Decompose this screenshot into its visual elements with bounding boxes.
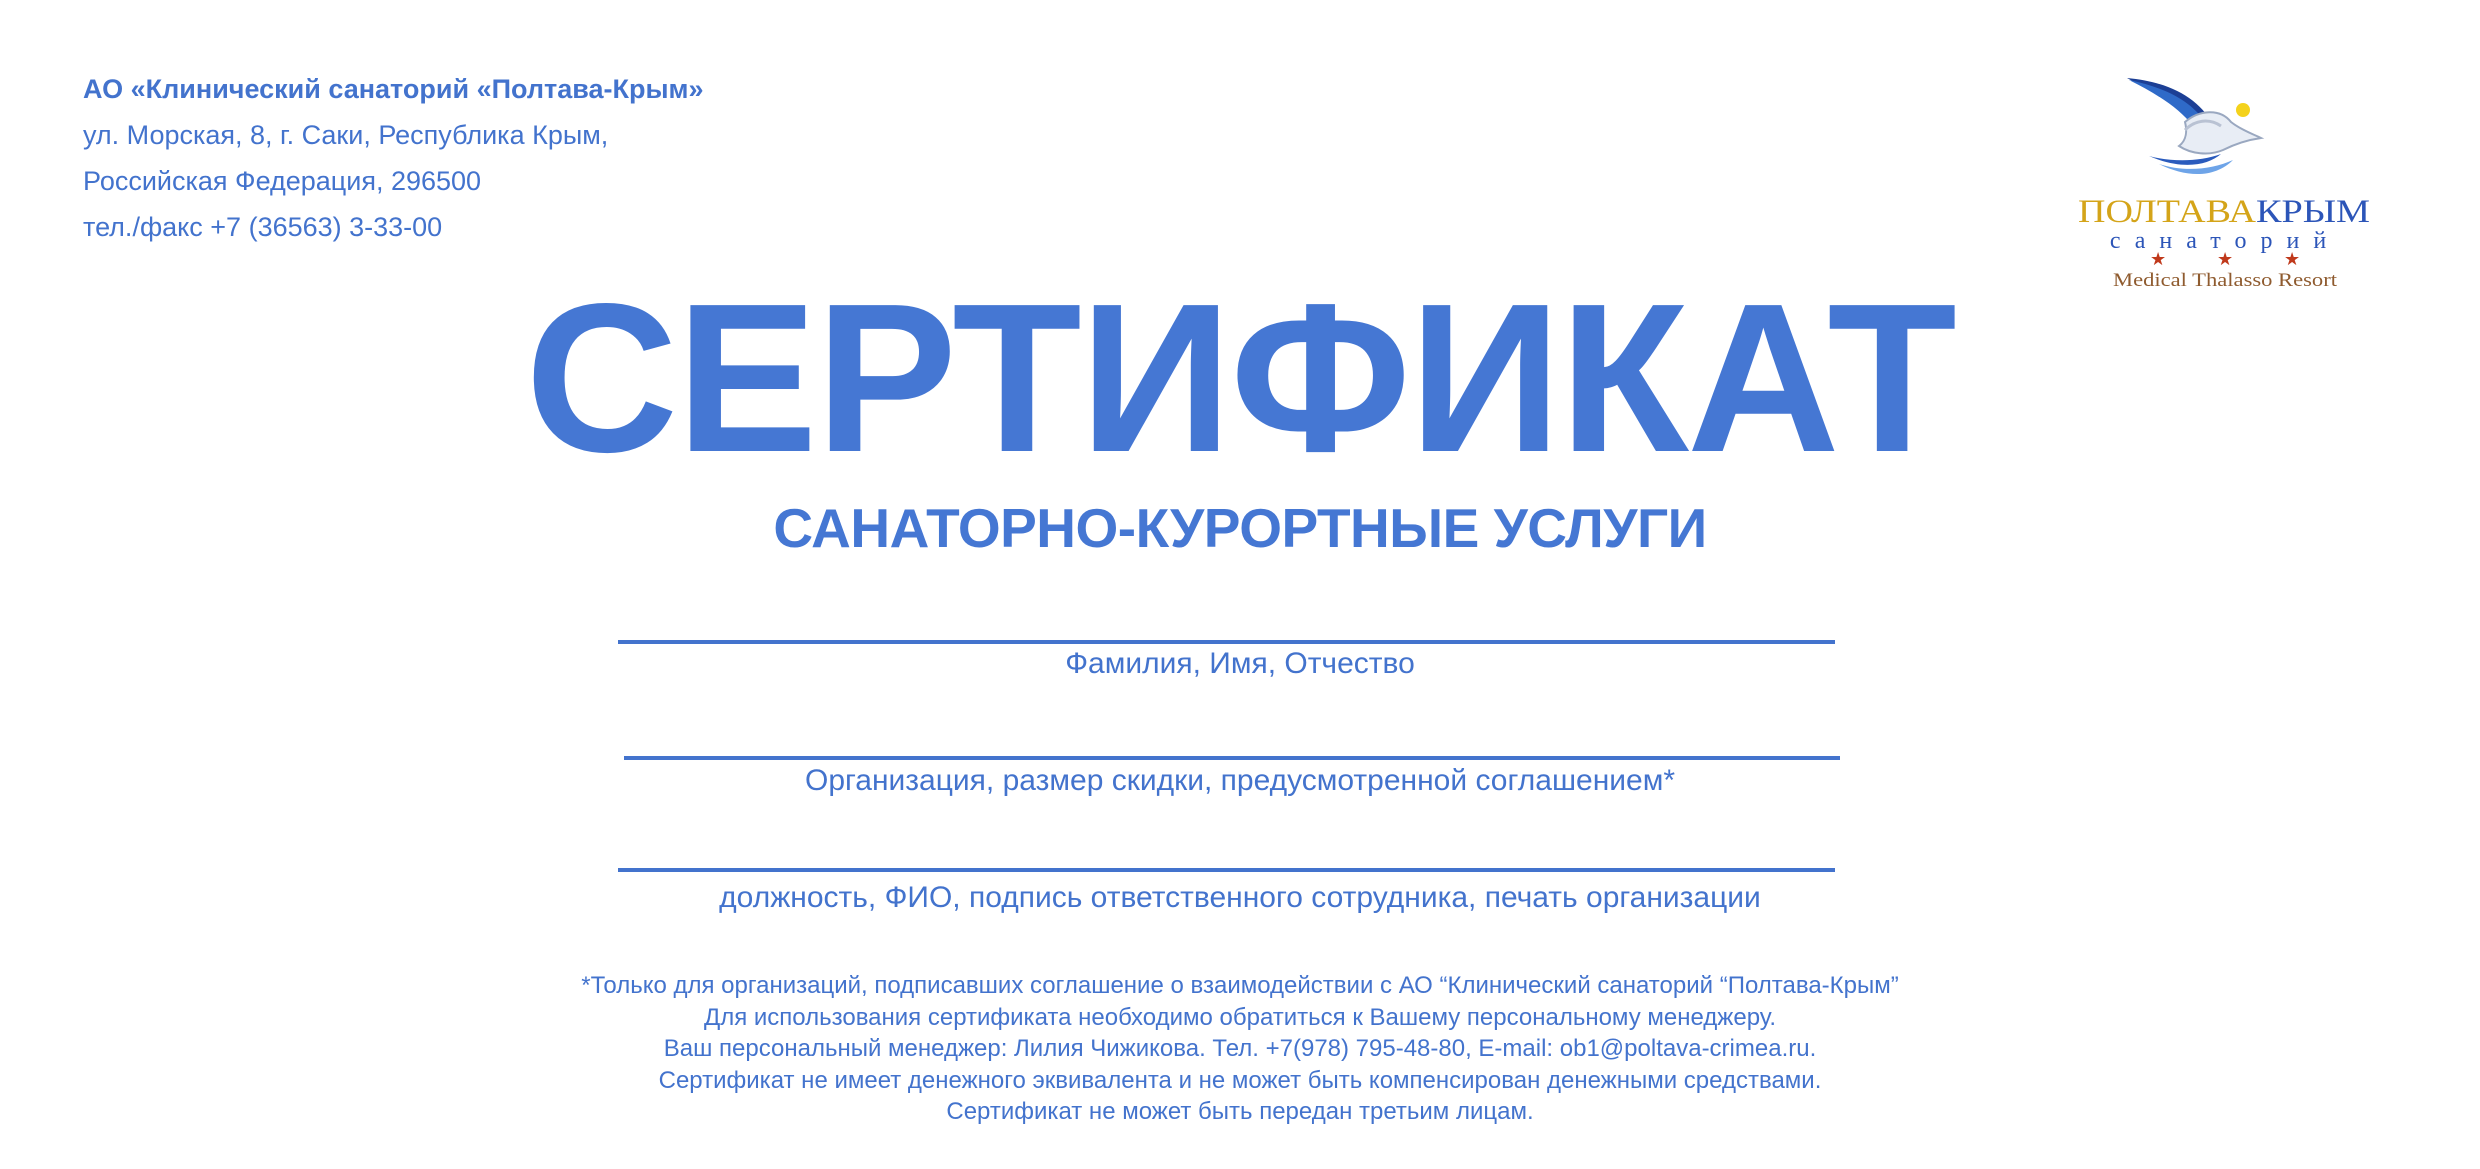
terms-notes bbox=[0, 970, 2480, 1128]
note-line: Для использования сертификата необходимо обратиться к Вашему персональному менеджеру. bbox=[703, 1003, 1777, 1031]
logo-name-part1: ПОЛТАВА bbox=[2078, 194, 2257, 230]
organization-name: АО «Клинический санаторий «Полтава-Крым» bbox=[83, 74, 704, 104]
sanatorium-logo bbox=[2075, 70, 2375, 300]
note-line: Сертификат не имеет денежного эквивалента и не может быть компенсирован денежными средствами. bbox=[658, 1066, 1822, 1094]
logo-name-part2: КРЫМ bbox=[2256, 194, 2370, 230]
logo-subtitle: санаторий bbox=[2109, 228, 2341, 254]
phone-fax: тел./факс +7 (36563) 3-33-00 bbox=[83, 212, 443, 242]
sun-icon bbox=[2236, 103, 2250, 117]
certificate-subtitle: САНАТОРНО-КУРОРТНЫЕ УСЛУГИ bbox=[773, 497, 1707, 559]
organization-line bbox=[624, 756, 1840, 760]
note-line: Ваш персональный менеджер: Лилия Чижикова. Тел. +7(978) 795-48-80, E-mail: ob1@poltava-crimea.ru. bbox=[663, 1035, 1817, 1062]
certificate-title: СЕРТИФИКАТ bbox=[525, 259, 1955, 496]
star-icon: ★ bbox=[2284, 249, 2301, 269]
star-icon: ★ bbox=[2150, 249, 2167, 269]
signature-line bbox=[618, 868, 1835, 872]
note-line: Сертификат не может быть передан третьим лицам. bbox=[946, 1098, 1534, 1125]
seagull-icon bbox=[2127, 78, 2261, 174]
logo-tagline: Medical Thalasso Resort bbox=[2113, 270, 2338, 291]
address-line-1: ул. Морская, 8, г. Саки, Республика Крым, bbox=[83, 120, 609, 150]
address-line-2: Российская Федерация, 296500 bbox=[83, 166, 482, 196]
full-name-caption: Фамилия, Имя, Отчество bbox=[1065, 647, 1415, 680]
star-icon: ★ bbox=[2217, 249, 2234, 269]
organization-caption: Организация, размер скидки, предусмотренной соглашением* bbox=[804, 764, 1675, 797]
full-name-line bbox=[618, 640, 1835, 644]
signature-caption: должность, ФИО, подпись ответственного сотрудника, печать организации bbox=[719, 881, 1761, 914]
note-line: *Только для организаций, подписавших соглашение о взаимодействии с АО “Клинический санаторий “Полтава-Крым” bbox=[581, 972, 1899, 999]
organization-address-block bbox=[83, 66, 704, 250]
